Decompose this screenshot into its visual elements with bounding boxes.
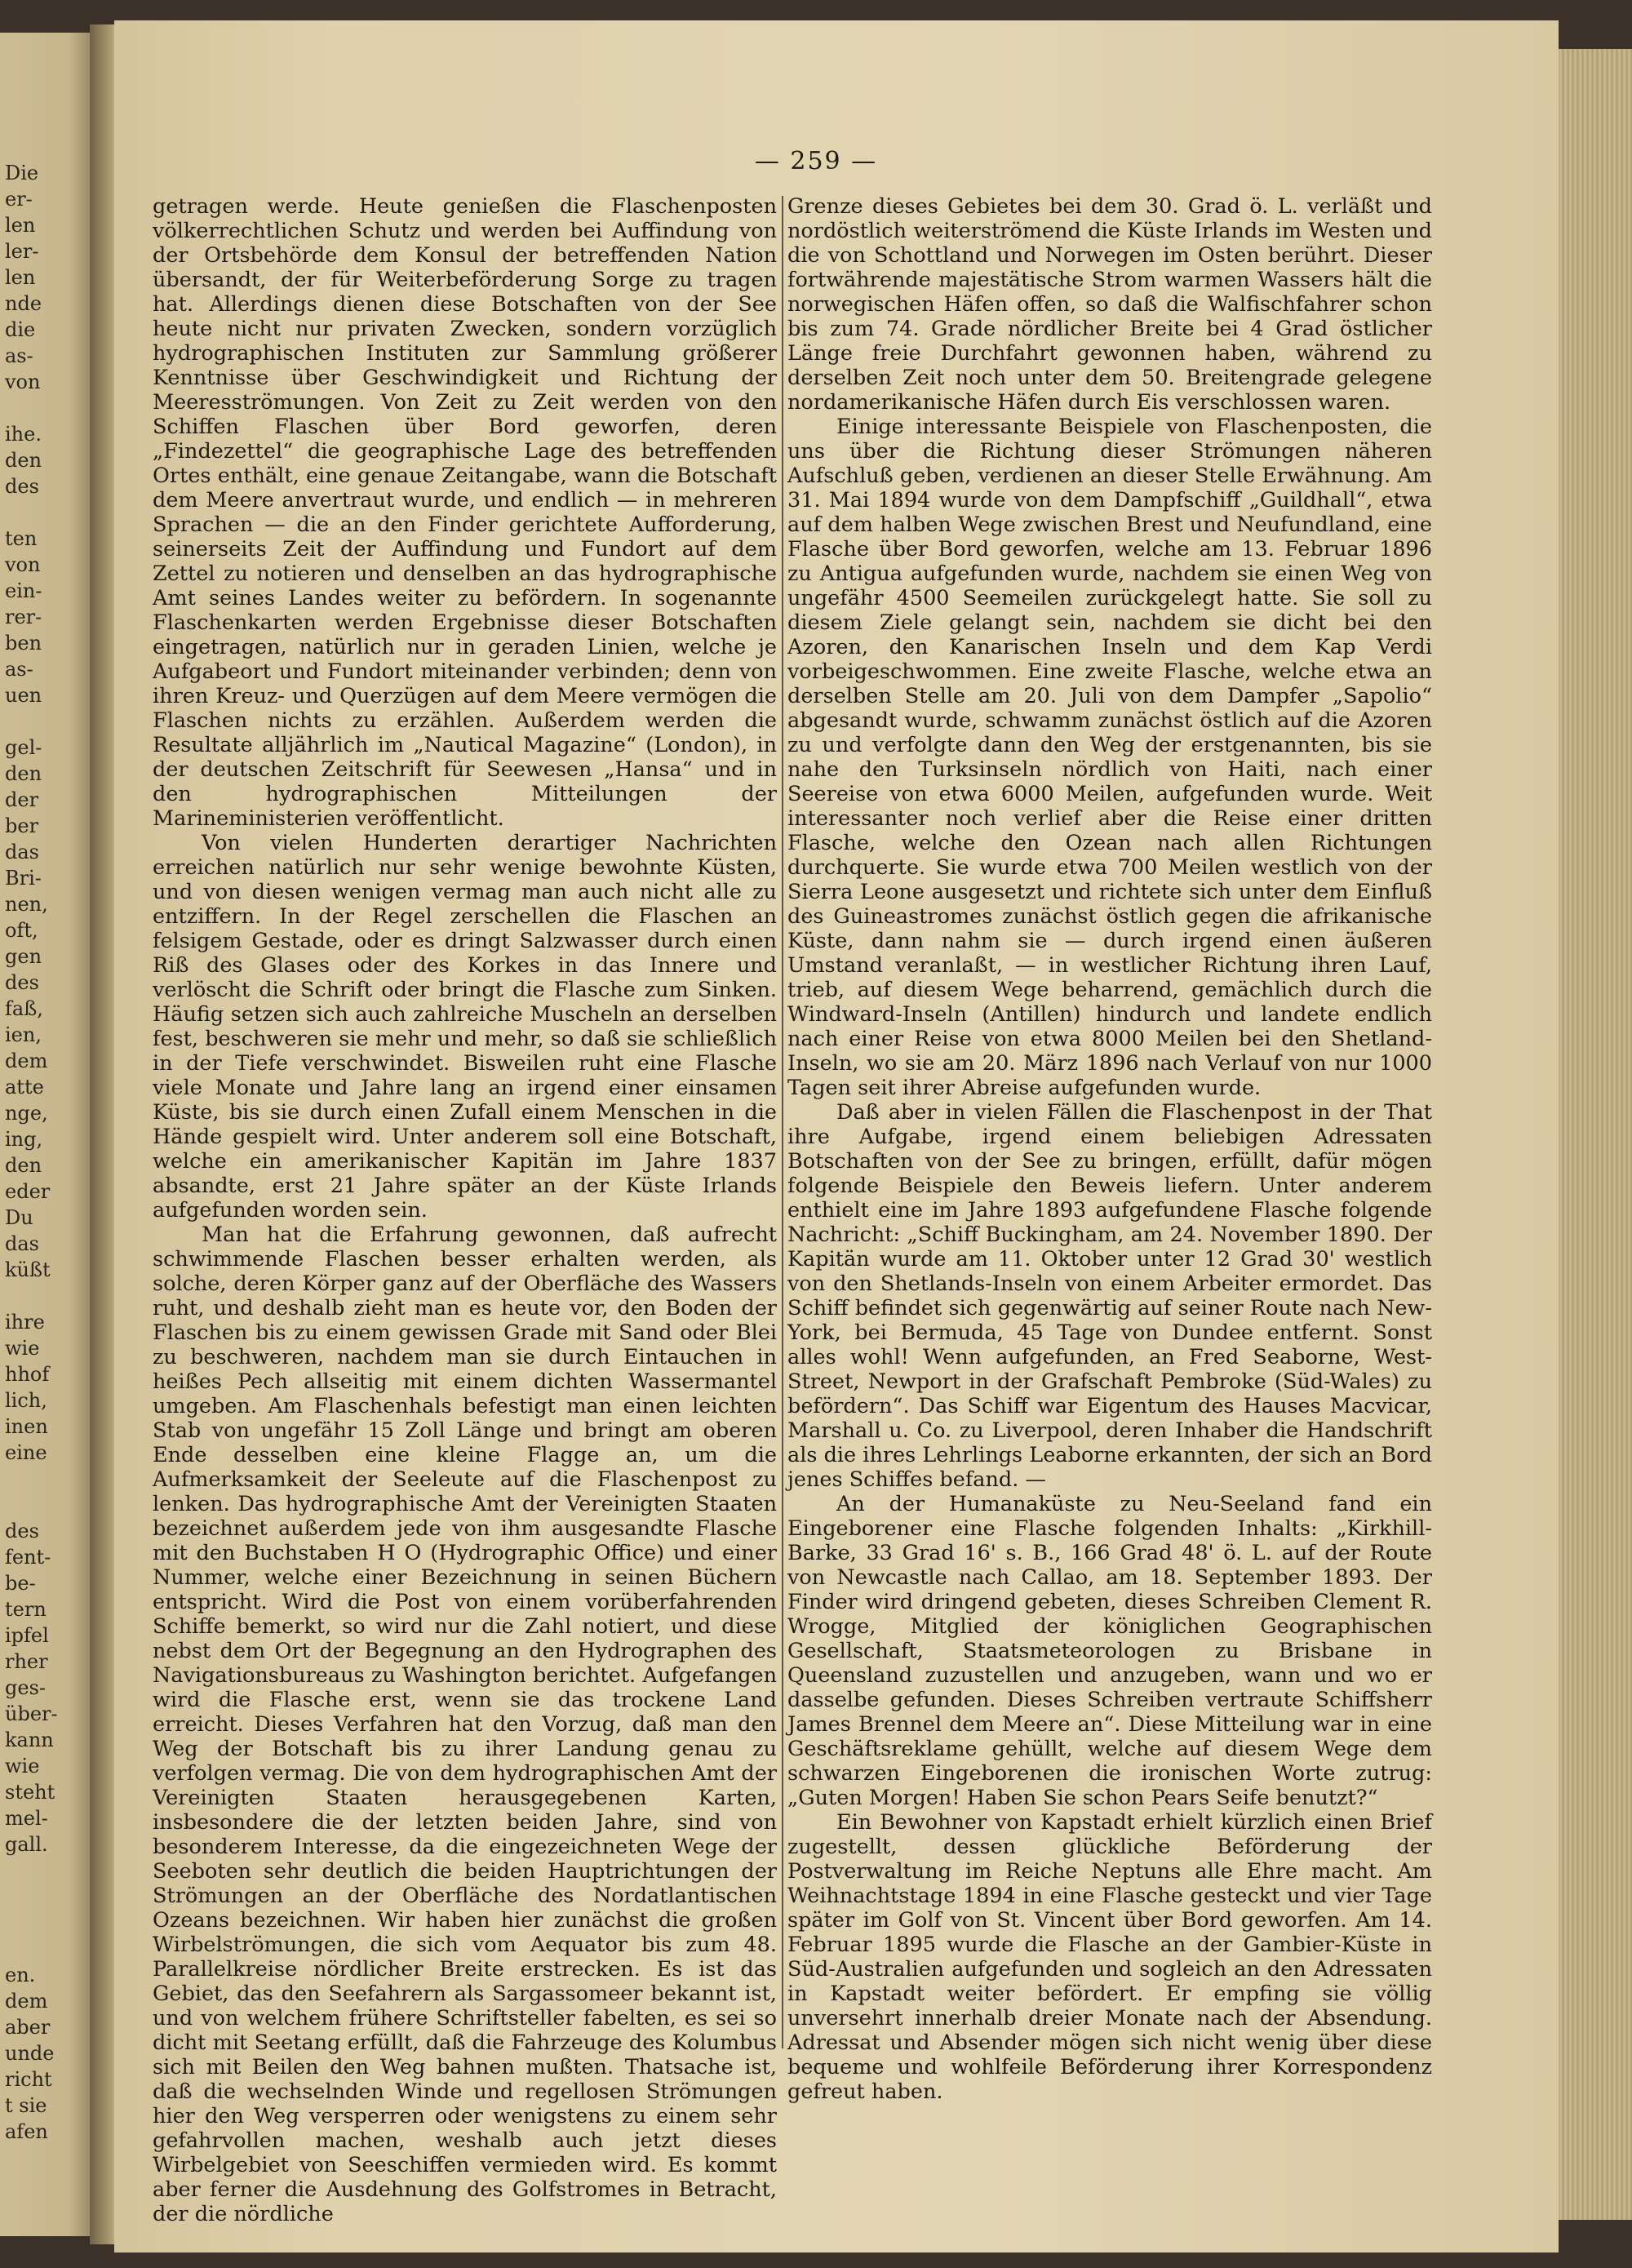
page-number: — 259 — — [754, 147, 878, 175]
previous-page-fragment: be- — [5, 1572, 36, 1595]
previous-page-fragment: ten — [5, 527, 38, 550]
previous-page-fragment: er- — [5, 188, 33, 211]
previous-page-fragment: rer- — [5, 606, 42, 628]
previous-page-fragment: unde — [5, 2042, 55, 2065]
previous-page-fragment: inen — [5, 1415, 48, 1438]
previous-page-fragment: ihre — [5, 1311, 45, 1334]
paragraph: getragen werde. Heute genießen die Flaschenposten völkerrechtlichen Schutz und werden bei Auffindung von der Ortsbehörde dem Konsul der betreffenden Nation übersandt, der für Weiterbeförderung Sorge zu tragen hat. Allerdings dienen diese Botschaften von der See heute nicht nur privaten Zwecken, sondern vorzüglich hydrographischen Instituten zur Sammlung größerer Kenntnisse über Geschwindigkeit und Richtung der Meeresströmungen. Von Zeit zu Zeit werden von den Schiffen Flaschen über Bord geworfen, deren „Findezettel“ die geographische Lage des betreffenden Ortes enthält, eine genaue Zeitangabe, wann die Botschaft dem Meere anvertraut wurde, und endlich — in mehreren Sprachen — die an den Finder gerichtete Aufforderung, seinerseits Zeit der Auffindung und Fundort auf dem Zettel zu notieren und denselben an das hydrographische Amt seines Landes weiter zu befördern. In sogenannte Flaschenkarten werden Ergebnisse dieser Botschaften eingetragen, natürlich nur in geraden Linien, welche je Aufgabeort und Fundort miteinander verbinden; denn von ihren Kreuz- und Querzügen auf dem Meere vermögen die Flaschen nichts zu erzählen. Außerdem werden die Resultate alljährlich im „Nautical Magazine“ (London), in der deutschen Zeitschrift für Seewesen „Hansa“ und in den hydrographischen Mitteilungen der Marineministerien veröffentlicht. — [153, 194, 777, 831]
previous-page-fragment: oft, — [5, 919, 38, 942]
previous-page-fragment: wie — [5, 1337, 40, 1360]
previous-page-fragment: rher — [5, 1650, 48, 1673]
previous-page-edge — [0, 33, 98, 2236]
previous-page-fragment: der — [5, 788, 39, 811]
previous-page-fragment: faß, — [5, 997, 43, 1020]
previous-page-fragment: wie — [5, 1755, 40, 1778]
previous-page-fragment: eder — [5, 1180, 51, 1203]
previous-page-fragment: ipfel — [5, 1624, 49, 1647]
previous-page-fragment: richt — [5, 2068, 52, 2091]
previous-page-fragment: len — [5, 214, 36, 237]
previous-page-fragment: des — [5, 475, 39, 498]
previous-page-fragment: ien, — [5, 1023, 42, 1046]
paragraph: Ein Bewohner von Kapstadt erhielt kürzlich einen Brief zugestellt, dessen glückliche Beförderung der Postverwaltung im Reiche Neptuns alle Ehre macht. Am Weihnachtstage 1894 in eine Flasche gesteckt und vier Tage später im Golf von St. Vincent über Bord geworfen. Am 14. Februar 1895 wurde die Flasche an der Gambier-Küste in Süd-Australien aufgefunden und sogleich an den Adressaten in Kapstadt weiter befördert. Er empfing sie völlig unversehrt innerhalb dreier Monate nach der Absendung. Adressat und Absender mögen sich nicht wenig über diese bequeme und wohlfeile Beförderung ihrer Korrespondenz gefreut haben. — [787, 1810, 1432, 2104]
previous-page-fragment: das — [5, 841, 39, 863]
previous-page-fragment: en. — [5, 1964, 36, 1986]
previous-page-fragment: kann — [5, 1729, 54, 1751]
previous-page-fragment: afen — [5, 2120, 48, 2143]
paragraph: Daß aber in vielen Fällen die Flaschenpost in der That ihre Aufgabe, irgend einem beliebigen Adressaten Botschaften von der See zu bringen, erfüllt, dafür mögen folgende Beispiele den Beweis liefern. Unter anderem enthielt eine im Jahre 1893 aufgefundene Flasche folgende Nachricht: „Schiff Buckingham, am 24. November 1890. Der Kapitän wurde am 11. Oktober unter 12 Grad 30' westlich von den Shetlands-Inseln von einem Arbeiter ermordet. Das Schiff befindet sich gegenwärtig auf seiner Route nach New-York, bei Bermuda, 45 Tage von Dundee entfernt. Sonst alles wohl! Wenn aufgefunden, an Fred Seaborne, West-Street, Newport in der Grafschaft Pembroke (Süd-Wales) zu befördern“. Das Schiff war Eigentum des Hauses Macvicar, Marshall u. Co. zu Liverpool, deren Inhaber die Handschrift als die ihres Lehrlings Leaborne erkannten, der sich an Bord jenes Schiffes befand. — — [787, 1100, 1432, 1492]
previous-page-fragment: hhof — [5, 1363, 50, 1386]
previous-page-fragment: t sie — [5, 2094, 47, 2117]
previous-page-fragment: gel- — [5, 736, 42, 759]
previous-page-fragment: lich, — [5, 1389, 47, 1412]
previous-page-fragment: as- — [5, 344, 33, 367]
previous-page-fragment: ges- — [5, 1676, 46, 1699]
paragraph: Einige interessante Beispiele von Flaschenposten, die uns über die Richtung dieser Strömungen näheren Aufschluß geben, verdienen an dieser Stelle Erwähnung. Am 31. Mai 1894 wurde von dem Dampfschiff „Guildhall“, etwa auf dem halben Wege zwischen Brest und Neufundland, eine Flasche über Bord geworfen, welche am 13. Februar 1896 zu Antigua aufgefunden wurde, nachdem sie einen Weg von ungefähr 4500 Seemeilen zurückgelegt hatte. Sie soll zu diesem Ziele gelangt sein, nachdem sie dicht bei den Azoren, den Kanarischen Inseln und dem Kap Verdi vorbeigeschwommen. Eine zweite Flasche, welche etwa an derselben Stelle am 20. Juli von dem Dampfer „Sapolio“ abgesandt wurde, schwamm zunächst östlich auf die Azoren zu und verfolgte dann den Weg der erstgenannten, bis sie nahe den Turksinseln nördlich von Haiti, nach einer Seereise von etwa 6000 Meilen, aufgefunden wurde. Weit interessanter noch verlief aber die Reise einer dritten Flasche, welche den Ozean nach allen Richtungen durchquerte. Sie wurde etwa 700 Meilen westlich von der Sierra Leone ausgesetzt und richtete sich unter dem Einfluß des Guineastromes zunächst östlich gegen die afrikanische Küste, dann nahm sie — durch irgend einen äußeren Umstand veranlaßt, — in westlicher Richtung ihren Lauf, trieb, auf diesem Wege beharrend, gemächlich durch die Windward-Inseln (Antillen) hindurch und landete endlich nach einer Reise von etwa 8000 Meilen bei den Shetland-Inseln, wo sie am 20. März 1896 nach Verlauf von nur 1000 Tagen seit ihrer Abreise aufgefunden wurde. — [787, 415, 1432, 1100]
previous-page-fragment: tern — [5, 1598, 47, 1621]
previous-page-fragment: aber — [5, 2016, 51, 2039]
previous-page-fragment: eine — [5, 1441, 47, 1464]
paragraph: Grenze dieses Gebietes bei dem 30. Grad ö. L. verläßt und nordöstlich weiterströmend die Küste Irlands im Westen und die von Schottland und Norwegen im Osten berührt. Dieser fortwährende majestätische Strom warmen Wassers hält die norwegischen Häfen offen, so daß die Walfischfahrer schon bis zum 74. Grade nördlicher Breite bei 4 Grad östlicher Länge freie Durchfahrt gewonnen haben, während zu derselben Zeit noch unter dem 50. Breitengrade gelegene nordamerikanische Häfen durch Eis verschlossen waren. — [787, 194, 1432, 415]
previous-page-fragment: Die — [5, 162, 39, 184]
previous-page-fragment: len — [5, 266, 36, 289]
previous-page-fragment: ihe. — [5, 423, 42, 446]
previous-page-fragment: nge, — [5, 1102, 48, 1125]
previous-page-fragment: den — [5, 449, 42, 472]
right-column — [787, 194, 1432, 2104]
previous-page-fragment: gen — [5, 945, 42, 968]
paragraph: An der Humanaküste zu Neu-Seeland fand ein Eingeborener eine Flasche folgenden Inhalts: „Kirkhill-Barke, 33 Grad 16' s. B., 166 Grad 48' ö. L. auf der Route von Newcastle nach Callao, am 18. September 1893. Der Finder wird dringend gebeten, dieses Schreiben Clement R. Wrogge, Mitglied der königlichen Geographischen Gesellschaft, Staatsmeteorologen zu Brisbane in Queensland zuzustellen und anzugeben, wann und wo er dasselbe gefunden. Dieses Schreiben vertraute Schiffsherr James Brennel dem Meere an“. Diese Mitteilung war in eine Geschäftsreklame gehüllt, welche auf diesem Wege dem schwarzen Eingeborenen die ironischen Worte zutrug: „Guten Morgen! Haben Sie schon Pears Seife benutzt?“ — [787, 1492, 1432, 1810]
previous-page-fragment: atte — [5, 1076, 44, 1098]
left-column — [153, 194, 777, 2226]
previous-page-fragment: küßt — [5, 1258, 51, 1281]
previous-page-fragment: uen — [5, 684, 42, 707]
previous-page-fragment: dem — [5, 1990, 48, 2013]
previous-page-fragment: von — [5, 371, 41, 393]
previous-page-fragment: nen, — [5, 893, 48, 916]
previous-page-fragment: as- — [5, 658, 33, 681]
previous-page-fragment: Bri- — [5, 867, 42, 890]
previous-page-fragment: ben — [5, 632, 42, 655]
previous-page-fragment: steht — [5, 1781, 55, 1804]
previous-page-fragment: des — [5, 971, 39, 994]
paragraph: Von vielen Hunderten derartiger Nachrichten erreichen natürlich nur sehr wenige bewohnte Küsten, und von diesen wenigen vermag man auch nicht alle zu entziffern. In der Regel zerschellen die Flaschen an felsigem Gestade, oder es dringt Salzwasser durch einen Riß des Glases oder des Korkes in das Innere und verlöscht die Schrift oder bringt die Flasche zum Sinken. Häufig setzen sich auch zahlreiche Muscheln an derselben fest, beschweren sie mehr und mehr, so daß sie schließlich in der Tiefe verschwindet. Bisweilen ruht eine Flasche viele Monate und Jahre lang an irgend einer einsamen Küste, bis sie durch einen Zufall einem Menschen in die Hände gespielt wird. Unter anderem soll eine Botschaft, welche ein amerikanischer Kapitän im Jahre 1837 absandte, erst 21 Jahre später an der Küste Irlands aufgefunden worden sein. — [153, 831, 777, 1223]
paragraph: Man hat die Erfahrung gewonnen, daß aufrecht schwimmende Flaschen besser erhalten werden, als solche, deren Körper ganz auf der Oberfläche des Wassers ruht, und deshalb zieht man es heute vor, den Boden der Flaschen bis zu einem gewissen Grade mit Sand oder Blei zu beschweren, nachdem man sie durch Eintauchen in heißes Pech allseitig mit einem dichten Wassermantel umgeben. Am Flaschenhals befestigt man einen leichten Stab von ungefähr 15 Zoll Länge und bringt am oberen Ende desselben eine kleine Flagge an, um die Aufmerksamkeit der Seeleute auf die Flaschenpost zu lenken. Das hydrographische Amt der Vereinigten Staaten bezeichnet außerdem jede von ihm ausgesandte Flasche mit den Buchstaben H O (Hydrographic Office) und einer Nummer, welche einer Bezeichnung in seinen Büchern entspricht. Wird die Post von einem vorüberfahrenden Schiffe bemerkt, so wird nur die Zahl notiert, und diese nebst dem Ort der Begegnung an den Hydrographen des Navigationsbureaus zu Washington berichtet. Aufgefangen wird die Flasche erst, wenn sie das trockene Land erreicht. Dieses Verfahren hat den Vorzug, daß man den Weg der Botschaft bis zu ihrer Landung genau zu verfolgen vermag. Die von dem hydrographischen Amt der Vereinigten Staaten herausgegebenen Karten, insbesondere die der letzten beiden Jahre, sind von besonderem Interesse, da die eingezeichneten Wege der Seeboten sehr deutlich die beiden Hauptrichtungen der Strömungen an der Oberfläche des Nordatlantischen Ozeans bezeichnen. Wir haben hier zunächst die großen Wirbelströmungen, die sich vom Aequator bis zum 48. Parallelkreise nördlicher Breite erstrecken. Es ist das Gebiet, das den Seefahrern als Sargassomeer bekannt ist, und von welchem frühere Schriftsteller fabelten, es sei so dicht mit Seetang erfüllt, daß die Fahrzeuge des Kolumbus sich mit Beilen den Weg bahnen mußten. Thatsache ist, daß die wechselnden Winde und regellosen Strömungen hier den Weg versperren oder wenigstens zu einem sehr gefahrvollen machen, weshalb auch jetzt dieses Wirbelgebiet von Seeschiffen vermieden wird. Es kommt aber ferner die Ausdehnung des Golfstromes in Betracht, der die nördliche — [153, 1223, 777, 2226]
column-divider — [782, 196, 783, 2048]
previous-page-fragment: mel- — [5, 1807, 48, 1830]
previous-page-fragment: des — [5, 1520, 39, 1542]
previous-page-fragment: ber — [5, 814, 39, 837]
previous-page-fragment: den — [5, 1154, 42, 1177]
previous-page-fragment: über- — [5, 1702, 58, 1725]
previous-page-fragment: dem — [5, 1050, 48, 1072]
previous-page-fragment: von — [5, 553, 41, 576]
previous-page-fragment: den — [5, 762, 42, 785]
previous-page-fragment: fent- — [5, 1546, 51, 1569]
previous-page-fragment: ing, — [5, 1128, 43, 1151]
previous-page-fragment: die — [5, 318, 36, 341]
previous-page-fragment: ein- — [5, 579, 42, 602]
previous-page-fragment: gall. — [5, 1833, 48, 1856]
previous-page-fragment: ler- — [5, 240, 39, 263]
previous-page-fragment: Du — [5, 1206, 33, 1229]
previous-page-fragment: nde — [5, 292, 42, 315]
previous-page-fragment: das — [5, 1232, 39, 1255]
page-edges — [1559, 49, 1632, 2220]
